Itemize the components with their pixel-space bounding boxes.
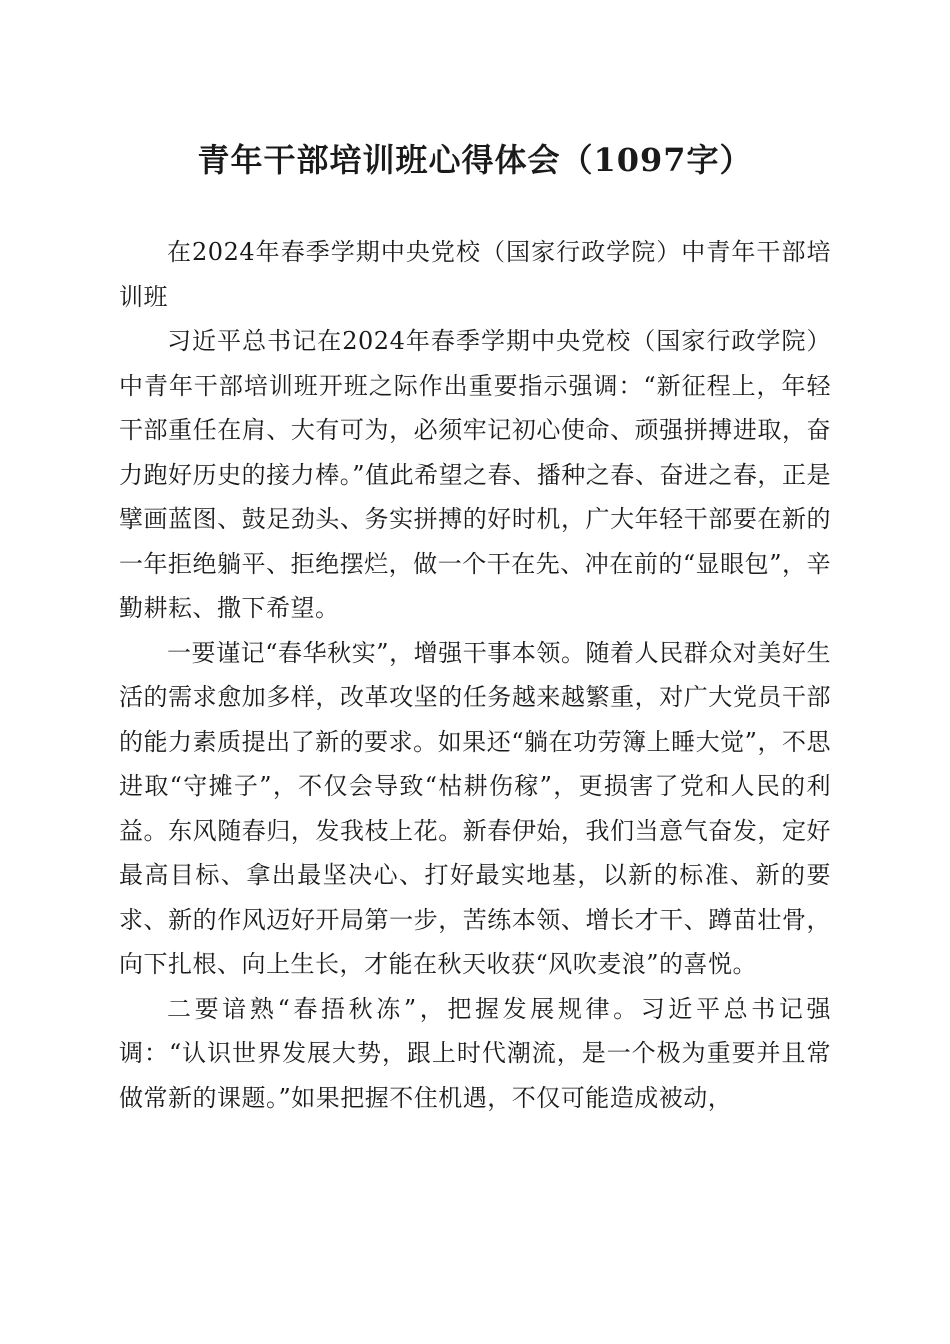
document-title: 青年干部培训班心得体会（1097字） xyxy=(197,141,753,179)
paragraph-point-one: 一要谨记“春华秋实”，增强干事本领。随着人民群众对美好生活的需求愈加多样，改革攻坚的任务越来越繁重，对广大党员干部的能力素质提出了新的要求。如果还“躺在功劳簿上睡大觉”，不思进取“守摊子”，不仅会导致“枯耕伤稼”，更损害了党和人民的利益。东风随春归，发我枝上花。新春伊始，我们当意气奋发，定好最高目标、拿出最坚决心、打好最实地基，以新的标准、新的要求、新的作风迈好开局第一步，苦练本领、增长才干、蹲苗壮骨，向下扎根、向上生长，才能在秋天收获“风吹麦浪”的喜悦。 xyxy=(119,638,831,978)
paragraph-intro: 习近平总书记在2024年春季学期中央党校（国家行政学院）中青年干部培训班开班之际作出重要指示强调：“新征程上，年轻干部重任在肩、大有可为，必须牢记初心使命、顽强拼搏进取，奋力跑好历史的接力棒。”值此希望之春、播种之春、奋进之春，正是擘画蓝图、鼓足劲头、务实拼搏的好时机，广大年轻干部要在新的一年拒绝躺平、拒绝摆烂，做一个干在先、冲在前的“显眼包”，辛勤耕耘、撒下希望。 xyxy=(119,327,831,622)
paragraph-point-two: 二要谙熟“春捂秋冻”，把握发展规律。习近平总书记强调：“认识世界发展大势，跟上时代潮流，是一个极为重要并且常做常新的课题。”如果把握不住机遇，不仅可能造成被动， xyxy=(119,994,831,1112)
document-body xyxy=(119,230,831,1120)
paragraph-subtitle: 在2024年春季学期中央党校（国家行政学院）中青年干部培训班 xyxy=(119,238,831,311)
